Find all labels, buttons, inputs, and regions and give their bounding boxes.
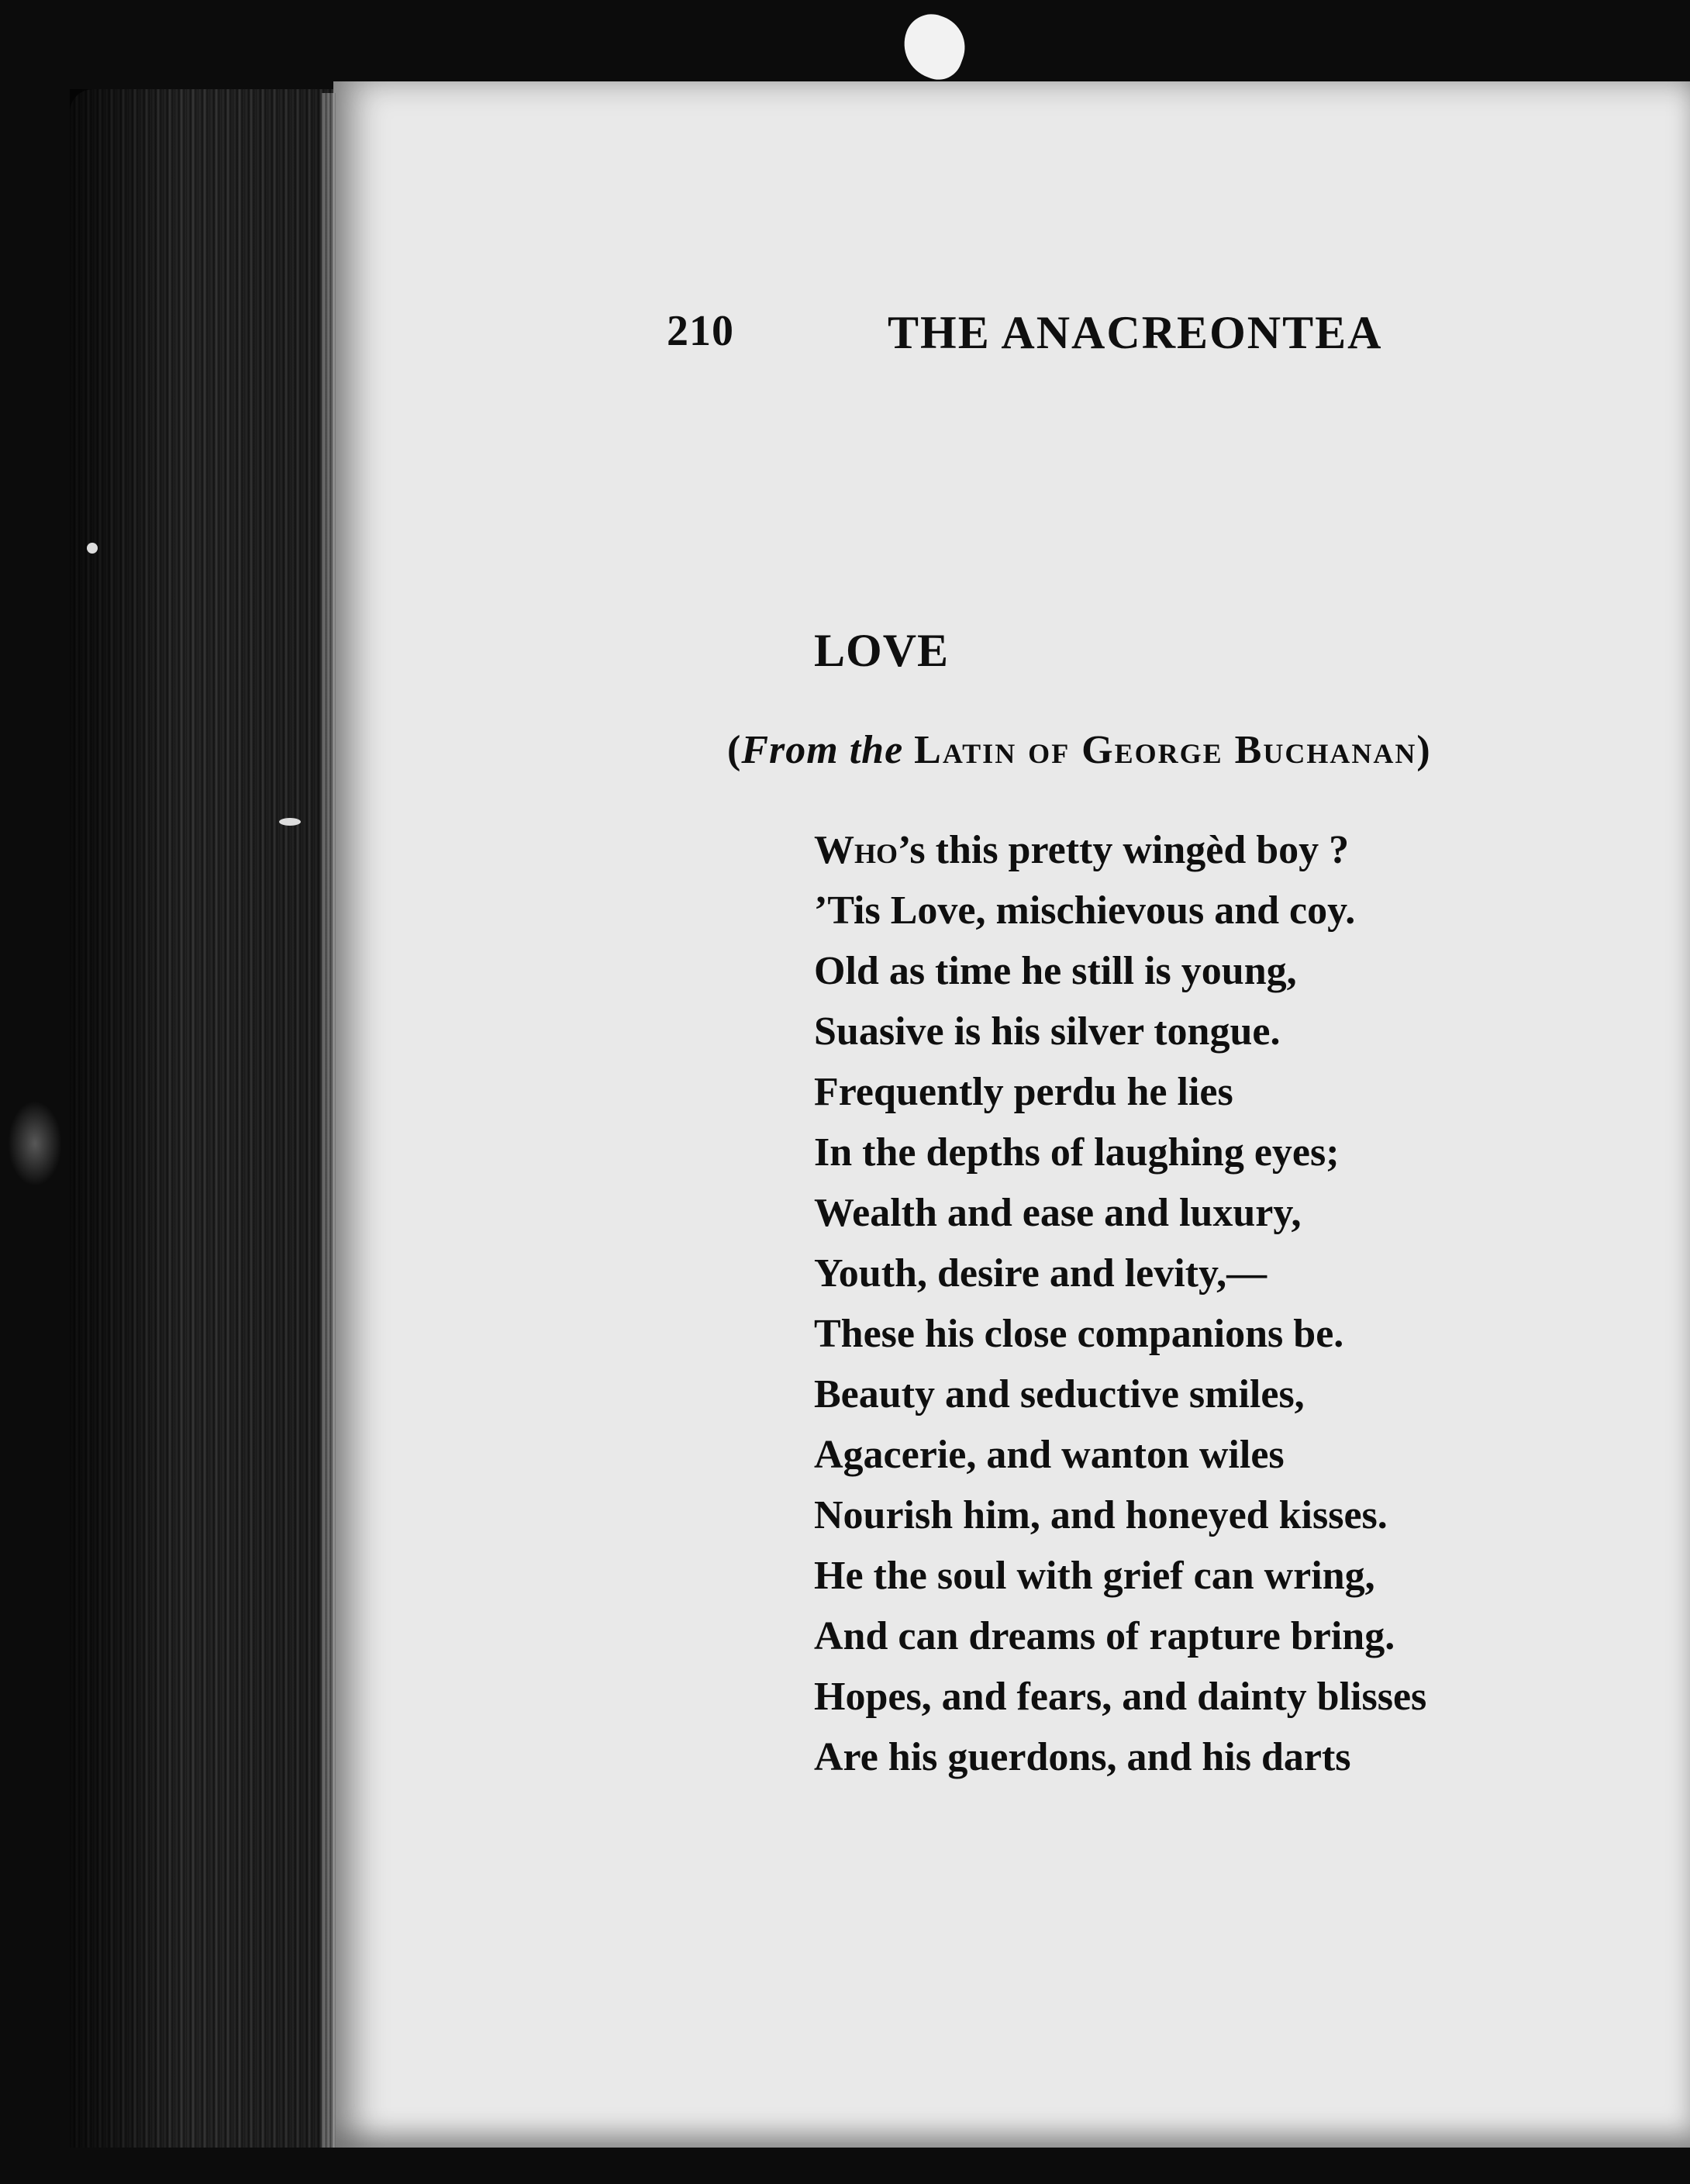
poem-first-word: Who — [814, 828, 898, 872]
poem-line: And can dreams of rapture bring. — [814, 1614, 1395, 1658]
poem-line: Nourish him, and honeyed kisses. — [814, 1493, 1388, 1537]
scan-glare — [8, 1101, 62, 1186]
poem-title: LOVE — [814, 625, 950, 676]
poem-line: He the soul with grief can wring, — [814, 1554, 1375, 1598]
page-header — [667, 306, 1442, 368]
page-number: 210 — [667, 307, 734, 355]
source-attribution: Latin of George Buchanan — [914, 728, 1417, 772]
book-page-edges — [70, 89, 364, 2148]
poem-line: Frequently perdu he lies — [814, 1070, 1233, 1114]
poem-line: Are his guerdons, and his darts — [814, 1735, 1351, 1779]
poem-line: Wealth and ease and luxury, — [814, 1191, 1302, 1235]
poem-line: Suasive is his silver tongue. — [814, 1009, 1281, 1054]
poem-line: Agacerie, and wanton wiles — [814, 1433, 1285, 1477]
dust-speck — [279, 818, 301, 826]
source-close-paren: ) — [1416, 728, 1431, 772]
poem-line: These his close companions be. — [814, 1312, 1344, 1356]
page-gutter — [322, 93, 336, 2148]
poem-line: Old as time he still is young, — [814, 949, 1297, 993]
poem-source — [727, 727, 1549, 773]
poem-first-line-rest: ’s this pretty wingèd boy ? — [898, 828, 1350, 872]
poem-line: In the depths of laughing eyes; — [814, 1130, 1340, 1175]
poem-line — [814, 820, 1636, 881]
poem-line: Youth, desire and levity,— — [814, 1251, 1268, 1296]
poem-body — [814, 820, 1636, 1788]
poem-line: ’Tis Love, mischievous and coy. — [814, 888, 1356, 933]
poem-line: Hopes, and fears, and dainty blisses — [814, 1675, 1427, 1719]
dust-speck — [87, 543, 98, 554]
source-open-paren: ( — [727, 728, 742, 772]
poem-line: Beauty and seductive smiles, — [814, 1372, 1305, 1416]
source-italic: From the — [741, 728, 904, 772]
running-head: THE ANACREONTEA — [888, 307, 1383, 358]
